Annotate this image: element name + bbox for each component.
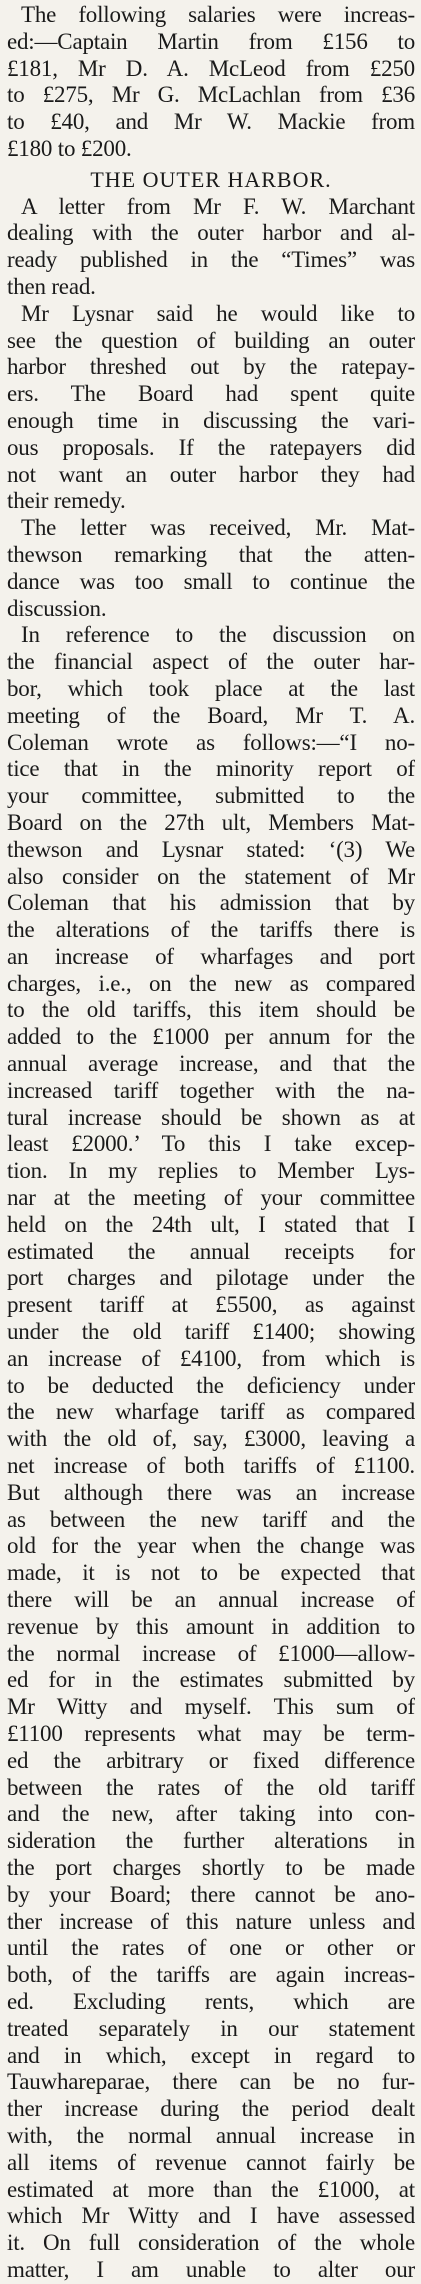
text-line: harbor threshed out by the ratepay- bbox=[7, 354, 415, 380]
text-line: matter, I am unable to alter our bbox=[7, 2256, 415, 2282]
text-line: nar at the meeting of your committee bbox=[7, 1185, 415, 1211]
text-line: held on the 24th ult, I stated that I bbox=[7, 1211, 415, 1237]
text-line: an increase of wharfages and port bbox=[7, 943, 415, 969]
coleman-paragraph bbox=[7, 622, 415, 2283]
text-line: and in which, except in regard to bbox=[7, 2042, 415, 2068]
text-line: annual average increase, and that the bbox=[7, 1051, 415, 1077]
text-line: to £40, and Mr W. Mackie from bbox=[7, 109, 415, 135]
text-line: increased tariff together with the na- bbox=[7, 1077, 415, 1103]
text-line: charges, i.e., on the new as compared bbox=[7, 970, 415, 996]
text-line: by your Board; there cannot be ano- bbox=[7, 1881, 415, 1907]
text-line: to be deducted the deficiency under bbox=[7, 1372, 415, 1398]
text-line: the port charges shortly to be made bbox=[7, 1854, 415, 1880]
text-line: ready published in the “Times” was bbox=[7, 247, 415, 273]
text-line: ous proposals. If the ratepayers did bbox=[7, 434, 415, 460]
text-line: an increase of £4100, from which is bbox=[7, 1345, 415, 1371]
text-line: £1100 represents what may be term- bbox=[7, 1721, 415, 1746]
text-line: A letter from Mr F. W. Marchant bbox=[21, 193, 415, 219]
text-line: Board on the 27th ult, Members Mat- bbox=[7, 809, 415, 835]
text-line: the financial aspect of the outer har- bbox=[7, 649, 415, 675]
received-paragraph bbox=[7, 515, 415, 622]
section-heading: THE OUTER HARBOR. bbox=[90, 166, 332, 192]
text-line: also consider on the statement of Mr bbox=[7, 863, 415, 889]
text-line: thewson and Lysnar stated: ‘(3) We bbox=[7, 836, 415, 862]
text-line: the alterations of the tariffs there is bbox=[7, 917, 415, 943]
text-line: Mr Lysnar said he would like to bbox=[21, 300, 415, 326]
text-line: tice that in the minority report of bbox=[7, 756, 415, 782]
text-line: dealing with the outer harbor and al- bbox=[7, 220, 415, 246]
text-line: ed the arbitrary or fixed difference bbox=[7, 1747, 415, 1773]
text-line: ther increase of this nature unless and bbox=[7, 1908, 415, 1934]
text-line: tural increase should be shown as at bbox=[7, 1104, 415, 1130]
text-line: dance was too small to continue the bbox=[7, 568, 415, 594]
text-line: it. On full consideration of the whole bbox=[7, 2230, 415, 2256]
text-line: which Mr Witty and I have assessed bbox=[7, 2203, 415, 2229]
text-line: ther increase during the period dealt bbox=[7, 2096, 415, 2122]
text-line: thewson remarking that the atten- bbox=[7, 541, 415, 567]
text-line: as between the new tariff and the bbox=[7, 1506, 415, 1532]
text-line: to £275, Mr G. McLachlan from £36 bbox=[7, 82, 415, 108]
text-line: port charges and pilotage under the bbox=[7, 1265, 415, 1291]
text-line: their remedy. bbox=[7, 488, 126, 514]
text-line: present tariff at £5500, as against bbox=[7, 1292, 415, 1318]
text-line: not want an outer harbor they had bbox=[7, 461, 415, 487]
text-line: see the question of building an outer bbox=[7, 327, 415, 353]
text-line: ed for in the estimates submitted by bbox=[7, 1667, 415, 1693]
text-line: revenue by this amount in addition to bbox=[7, 1613, 415, 1639]
text-line: then read. bbox=[7, 273, 96, 299]
text-line: until the rates of one or other or bbox=[7, 1935, 415, 1961]
text-line: But although there was an increase bbox=[7, 1479, 415, 1505]
text-line: sideration the further alterations in bbox=[7, 1828, 415, 1854]
text-line: enough time in discussing the vari- bbox=[7, 407, 415, 433]
text-line: Coleman wrote as follows:—“I no- bbox=[7, 729, 415, 755]
text-line: there will be an annual increase of bbox=[7, 1587, 415, 1613]
text-line: with, the normal annual increase in bbox=[7, 2122, 415, 2148]
text-line: net increase of both tariffs of £1100. bbox=[7, 1453, 415, 1479]
text-line: added to the £1000 per annum for the bbox=[7, 1024, 415, 1050]
text-line: all items of revenue cannot fairly be bbox=[7, 2149, 415, 2175]
text-line: old for the year when the change was bbox=[7, 1533, 415, 1559]
text-line: Mr Witty and myself. This sum of bbox=[7, 1694, 415, 1720]
text-line: The letter was received, Mr. Mat- bbox=[21, 515, 415, 541]
text-line: £180 to £200. bbox=[7, 135, 132, 161]
text-line: treated separately in our statement bbox=[7, 2015, 415, 2041]
text-line: meeting of the Board, Mr T. A. bbox=[7, 702, 415, 728]
text-line: tion. In my replies to Member Lys- bbox=[7, 1158, 415, 1184]
text-line: Tauwhareparae, there can be no fur- bbox=[7, 2069, 415, 2095]
salaries-paragraph bbox=[7, 2, 415, 163]
text-line: the new wharfage tariff as compared bbox=[7, 1399, 415, 1425]
text-line: The following salaries were increas- bbox=[21, 2, 415, 27]
text-line: your committee, submitted to the bbox=[7, 783, 415, 809]
lysnar-paragraph bbox=[7, 301, 415, 515]
text-line: with the old of, say, £3000, leaving a bbox=[7, 1426, 415, 1452]
text-line: ers. The Board had spent quite bbox=[7, 381, 415, 407]
text-line: both, of the tariffs are again increas- bbox=[7, 1962, 415, 1988]
text-line: and the new, after taking into con- bbox=[7, 1801, 415, 1827]
letter-paragraph bbox=[7, 194, 415, 301]
text-line: ed:—Captain Martin from £156 to bbox=[7, 28, 415, 54]
text-line: £181, Mr D. A. McLeod from £250 bbox=[7, 55, 415, 81]
text-line: bor, which took place at the last bbox=[7, 675, 415, 701]
text-line: the normal increase of £1000—allow- bbox=[7, 1640, 415, 1666]
text-line: discussion. bbox=[7, 595, 107, 621]
text-line: In reference to the discussion on bbox=[21, 622, 415, 648]
text-line: Coleman that his admission that by bbox=[7, 890, 415, 916]
text-line: made, it is not to be expected that bbox=[7, 1560, 415, 1586]
text-line: to the old tariffs, this item should be bbox=[7, 997, 415, 1023]
text-line: between the rates of the old tariff bbox=[7, 1774, 415, 1800]
text-line: estimated the annual receipts for bbox=[7, 1238, 415, 1264]
text-line: least £2000.’ To this I take excep- bbox=[7, 1131, 415, 1157]
text-line: estimated at more than the £1000, at bbox=[7, 2176, 415, 2202]
text-line: ed. Excluding rents, which are bbox=[7, 1988, 415, 2014]
text-line: under the old tariff £1400; showing bbox=[7, 1319, 415, 1345]
